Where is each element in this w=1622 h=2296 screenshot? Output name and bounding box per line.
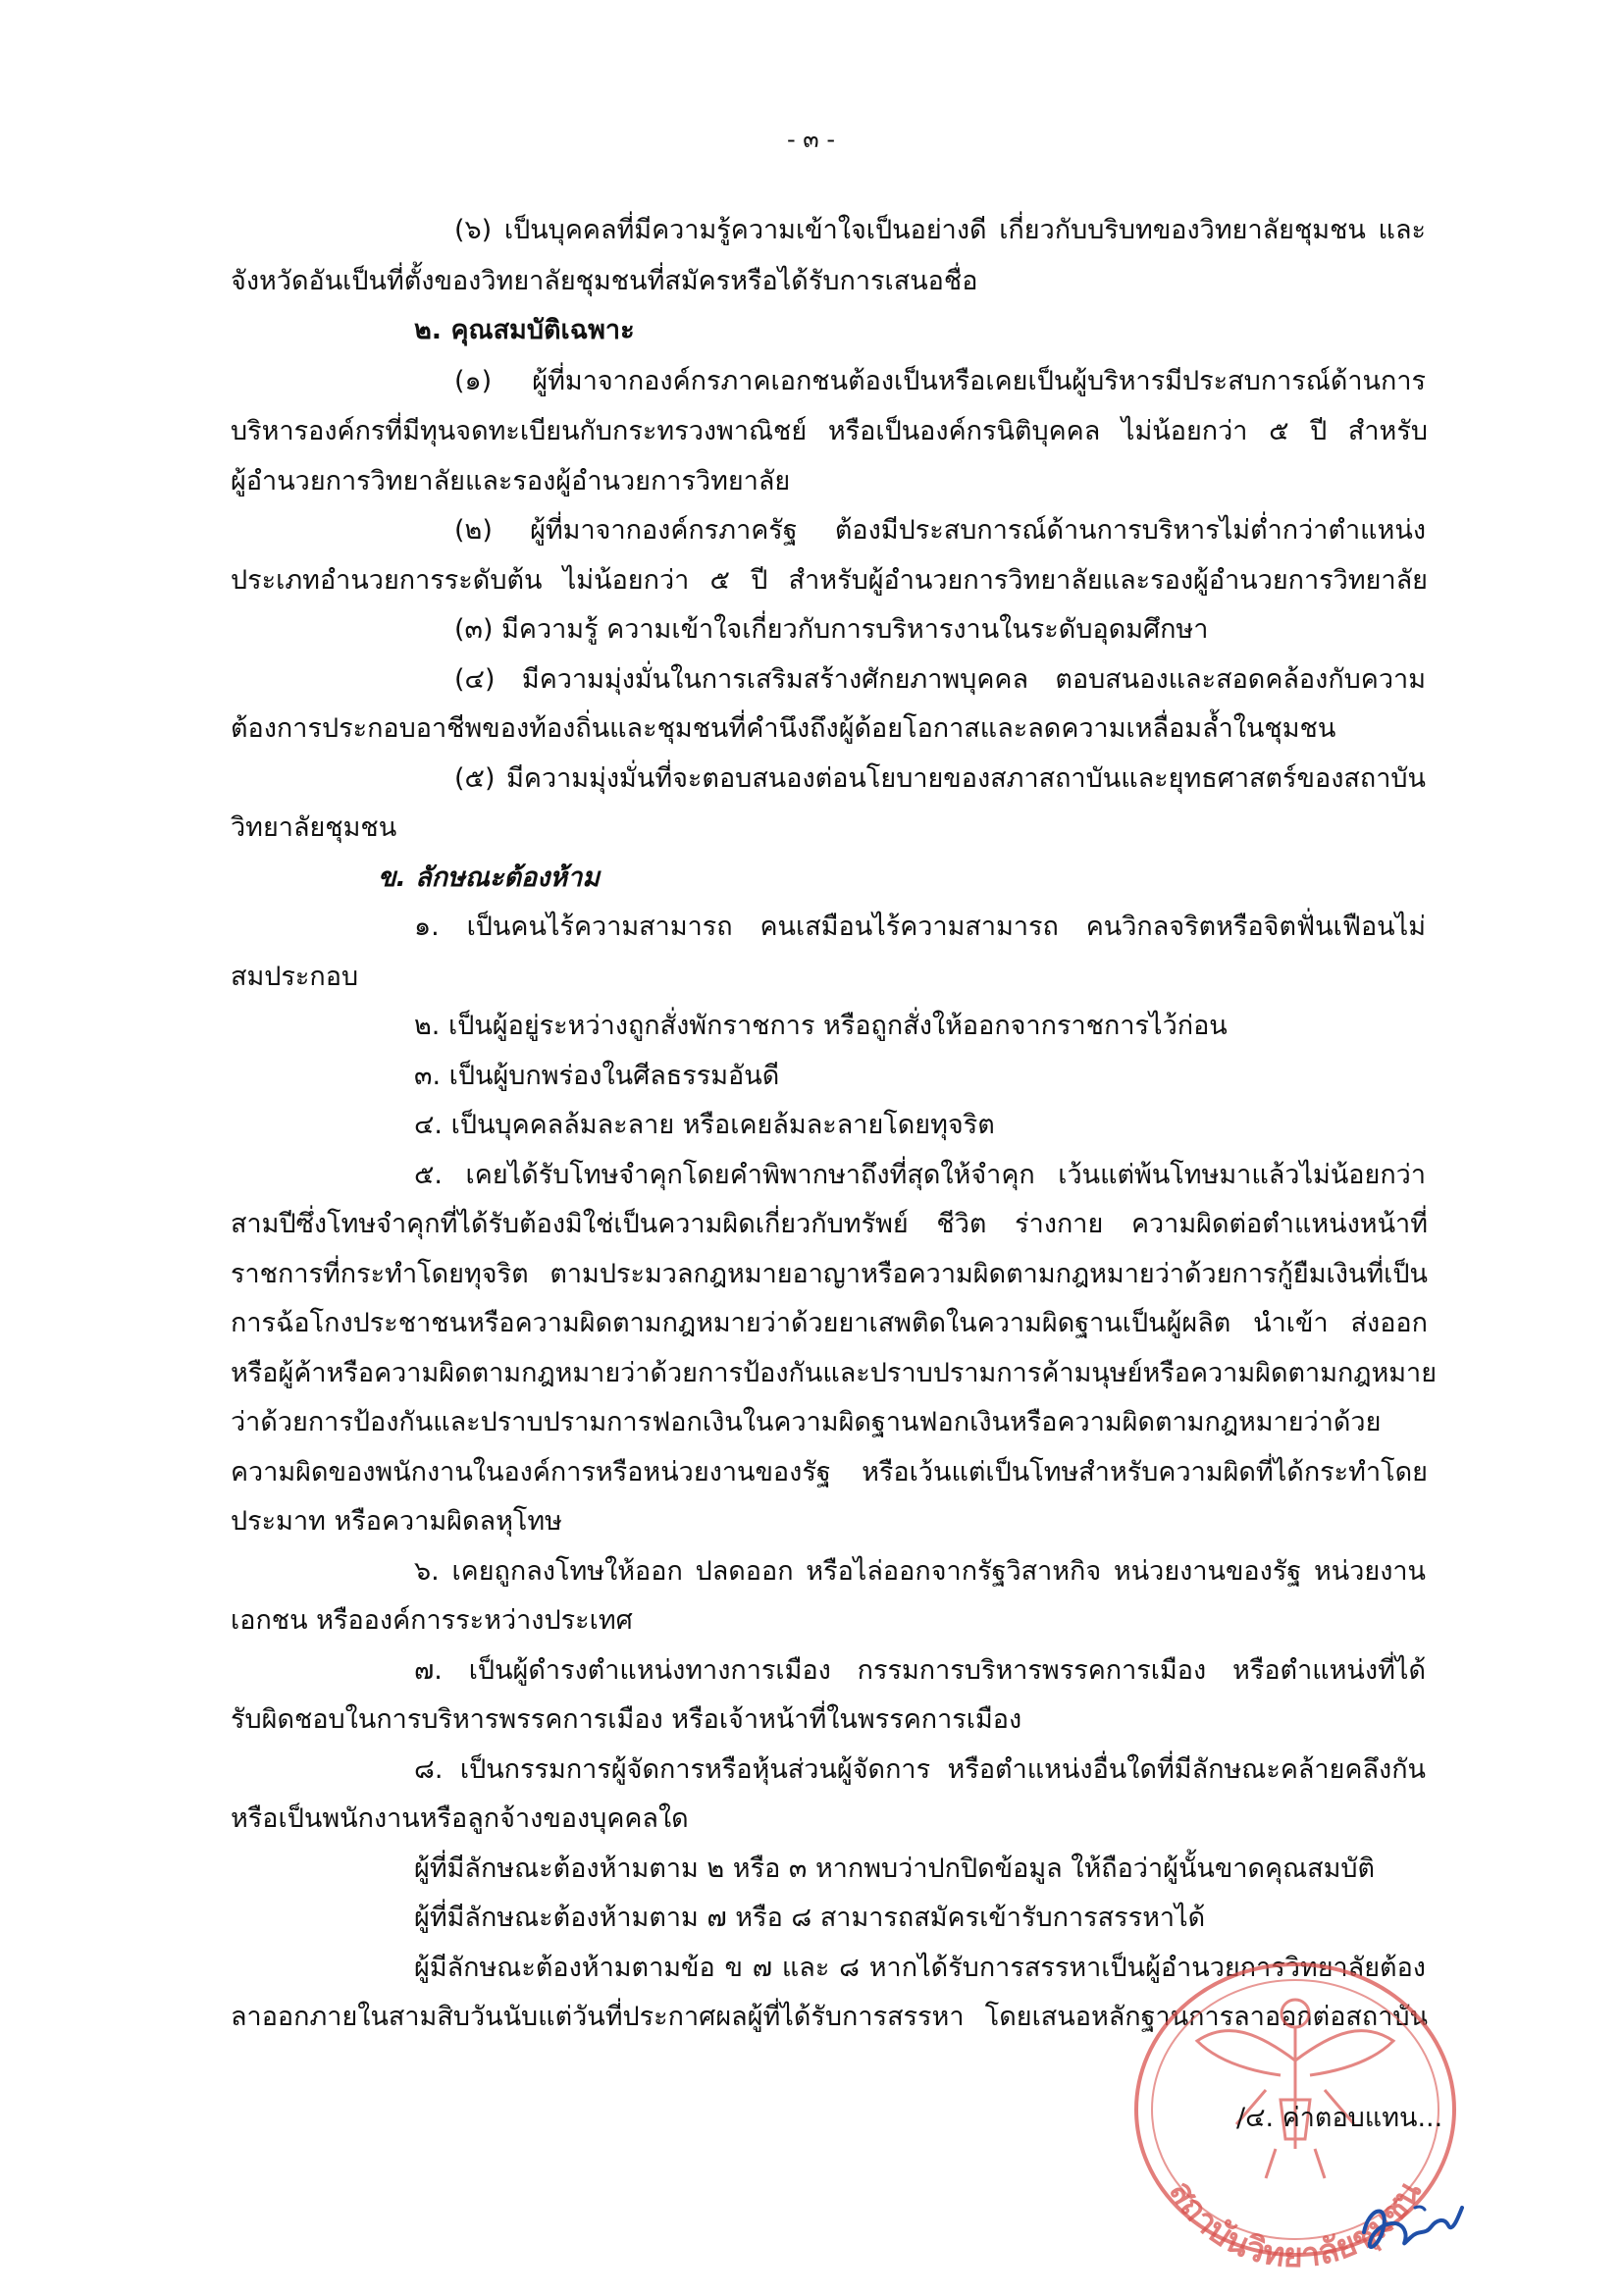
text-line: ๕. เคยได้รับโทษจำคุกโดยคำพิพากษาถึงที่สุดให้จำคุก เว้นแต่พ้นโทษมาแล้วไม่น้อยกว่า [414, 1160, 1426, 1190]
text-line: ต้องการประกอบอาชีพของท้องถิ่นและชุมชนที่คำนึงถึงผู้ด้อยโอกาสและลดความเหลื่อมล้ำในชุมชน [231, 713, 1336, 744]
text-line: บริหารองค์กรที่มีทุนจดทะเบียนกับกระทรวงพาณิชย์ หรือเป็นองค์กรนิติบุคคล ไม่น้อยกว่า ๕ ปี สำหรับ [231, 416, 1428, 446]
text-line: ผู้ที่มีลักษณะต้องห้ามตาม ๒ หรือ ๓ หากพบว่าปกปิดข้อมูล ให้ถือว่าผู้นั้นขาดคุณสมบัติ [414, 1853, 1376, 1884]
section-heading: ข. ลักษณะต้องห้าม [378, 862, 601, 893]
signature-icon [1354, 2178, 1472, 2267]
seal-text: สถาบันวิทยาลัยชุมชน [1161, 2173, 1430, 2276]
text-line: (๑) ผู้ที่มาจากองค์กรภาคเอกชนต้องเป็นหรือเคยเป็นผู้บริหารมีประสบการณ์ด้านการ [454, 366, 1426, 396]
section-heading: ๒. คุณสมบัติเฉพาะ [414, 315, 635, 345]
text-line: (๕) มีความมุ่งมั่นที่จะตอบสนองต่อนโยบายของสภาสถาบันและยุทธศาสตร์ของสถาบัน [454, 763, 1426, 794]
text-line: การฉ้อโกงประชาชนหรือความผิดตามกฎหมายว่าด้วยยาเสพติดในความผิดฐานเป็นผู้ผลิต นำเข้า ส่งออก [231, 1308, 1428, 1338]
text-line: ๓. เป็นผู้บกพร่องในศีลธรรมอันดี [414, 1061, 780, 1091]
text-line: วิทยาลัยชุมชน [231, 812, 397, 843]
page-number: - ๓ - [787, 126, 835, 153]
text-line: ๘. เป็นกรรมการผู้จัดการหรือหุ้นส่วนผู้จัดการ หรือตำแหน่งอื่นใดที่มีลักษณะคล้ายคลึงกัน [414, 1754, 1426, 1785]
text-line: ลาออกภายในสามสิบวันนับแต่วันที่ประกาศผลผู้ที่ได้รับการสรรหา โดยเสนอหลักฐานการลาออกต่อสถาบัน [231, 2002, 1428, 2032]
text-line: สามปีซึ่งโทษจำคุกที่ได้รับต้องมิใช่เป็นความผิดเกี่ยวกับทรัพย์ ชีวิต ร่างกาย ความผิดต่อตำแหน่งหน้าที่ [231, 1209, 1428, 1239]
text-line: (๔) มีความมุ่งมั่นในการเสริมสร้างศักยภาพบุคคล ตอบสนองและสอดคล้องกับความ [454, 664, 1426, 695]
text-line: ๒. เป็นผู้อยู่ระหว่างถูกสั่งพักราชการ หรือถูกสั่งให้ออกจากราชการไว้ก่อน [414, 1011, 1228, 1041]
text-line: ราชการที่กระทำโดยทุจริต ตามประมวลกฎหมายอาญาหรือความผิดตามกฎหมายว่าด้วยการกู้ยืมเงินที่เป็น [231, 1259, 1428, 1289]
text-line: สมประกอบ [231, 962, 359, 992]
text-line: ผู้อำนวยการวิทยาลัยและรองผู้อำนวยการวิทยาลัย [231, 466, 791, 496]
text-line: ประเภทอำนวยการระดับต้น ไม่น้อยกว่า ๕ ปี สำหรับผู้อำนวยการวิทยาลัยและรองผู้อำนวยการวิทยาลัย [231, 565, 1428, 596]
text-line: ความผิดของพนักงานในองค์การหรือหน่วยงานของรัฐ หรือเว้นแต่เป็นโทษสำหรับความผิดที่ได้กระทำโดย [231, 1457, 1428, 1487]
text-line: หรือผู้ค้าหรือความผิดตามกฎหมายว่าด้วยการป้องกันและปราบปรามการค้ามนุษย์หรือความผิดตามกฎหมาย [231, 1358, 1438, 1388]
continuation-note: /๔. ค่าตอบแทน... [1236, 2103, 1443, 2133]
text-line: ๔. เป็นบุคคลล้มละลาย หรือเคยล้มละลายโดยทุจริต [414, 1110, 995, 1140]
text-line: ประมาท หรือความผิดลหุโทษ [231, 1506, 562, 1537]
text-line: หรือเป็นพนักงานหรือลูกจ้างของบุคคลใด [231, 1803, 689, 1834]
text-line: รับผิดชอบในการบริหารพรรคการเมือง หรือเจ้าหน้าที่ในพรรคการเมือง [231, 1704, 1022, 1735]
text-line: (๒) ผู้ที่มาจากองค์กรภาครัฐ ต้องมีประสบการณ์ด้านการบริหารไม่ต่ำกว่าตำแหน่ง [454, 515, 1426, 546]
text-line: เอกชน หรือองค์การระหว่างประเทศ [231, 1605, 633, 1636]
text-line: จังหวัดอันเป็นที่ตั้งของวิทยาลัยชุมชนที่สมัครหรือได้รับการเสนอชื่อ [231, 266, 978, 296]
text-line: ผู้ที่มีลักษณะต้องห้ามตาม ๗ หรือ ๘ สามารถสมัครเข้ารับการสรรหาได้ [414, 1903, 1206, 1933]
text-line: ว่าด้วยการป้องกันและปราบปรามการฟอกเงินในความผิดฐานฟอกเงินหรือความผิดตามกฎหมายว่าด้วย [231, 1407, 1382, 1437]
text-line: ๖. เคยถูกลงโทษให้ออก ปลดออก หรือไล่ออกจากรัฐวิสาหกิจ หน่วยงานของรัฐ หน่วยงาน [414, 1556, 1426, 1587]
text-line: ๗. เป็นผู้ดำรงตำแหน่งทางการเมือง กรรมการบริหารพรรคการเมือง หรือตำแหน่งที่ได้ [414, 1655, 1426, 1686]
text-line: ผู้มีลักษณะต้องห้ามตามข้อ ข ๗ และ ๘ หากได้รับการสรรหาเป็นผู้อำนวยการวิทยาลัยต้อง [414, 1953, 1426, 1983]
text-line: ๑. เป็นคนไร้ความสามารถ คนเสมือนไร้ความสามารถ คนวิกลจริตหรือจิตฟั่นเฟือนไม่ [414, 912, 1426, 942]
text-line: (๖) เป็นบุคคลที่มีความรู้ความเข้าใจเป็นอย่างดี เกี่ยวกับบริบทของวิทยาลัยชุมชน และ [454, 215, 1426, 245]
text-line: (๓) มีความรู้ ความเข้าใจเกี่ยวกับการบริหารงานในระดับอุดมศึกษา [454, 614, 1209, 645]
